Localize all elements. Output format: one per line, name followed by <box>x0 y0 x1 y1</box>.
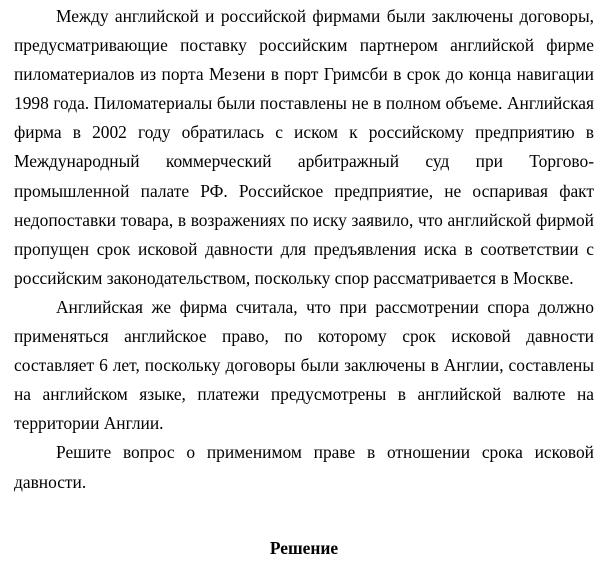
document-page <box>14 2 594 563</box>
paragraph-case-facts: Между английской и российской фирмами были заключены договоры, предусматривающие поставку российским партнером английской фирме пиломатериалов из порта Мезени в порт Гримсби в срок до конца навигации 1998 года. Пиломатериалы были поставлены не в полном объеме. Английская фирма в 2002 году обратилась с иском к российскому предприятию в Международный коммерческий арбитражный суд при Торгово-промышленной палате РФ. Российское предприятие, не оспаривая факт недопоставки товара, в возражениях по иску заявило, что английской фирмой пропущен срок исковой давности для предъявления иска в соответствии с российским законодательством, поскольку спор рассматривается в Москве. <box>14 6 594 288</box>
paragraph-english-position: Английская же фирма считала, что при рассмотрении спора должно применяться английское право, по которому срок исковой давности составляет 6 лет, поскольку договоры были заключены в Англии, составлены на английском языке, платежи предусмотрены в английской валюте на территории Англии. <box>14 296 594 434</box>
paragraph-task: Решите вопрос о применимом праве в отношении срока исковой давности. <box>14 442 594 492</box>
solution-heading: Решение <box>269 537 339 558</box>
